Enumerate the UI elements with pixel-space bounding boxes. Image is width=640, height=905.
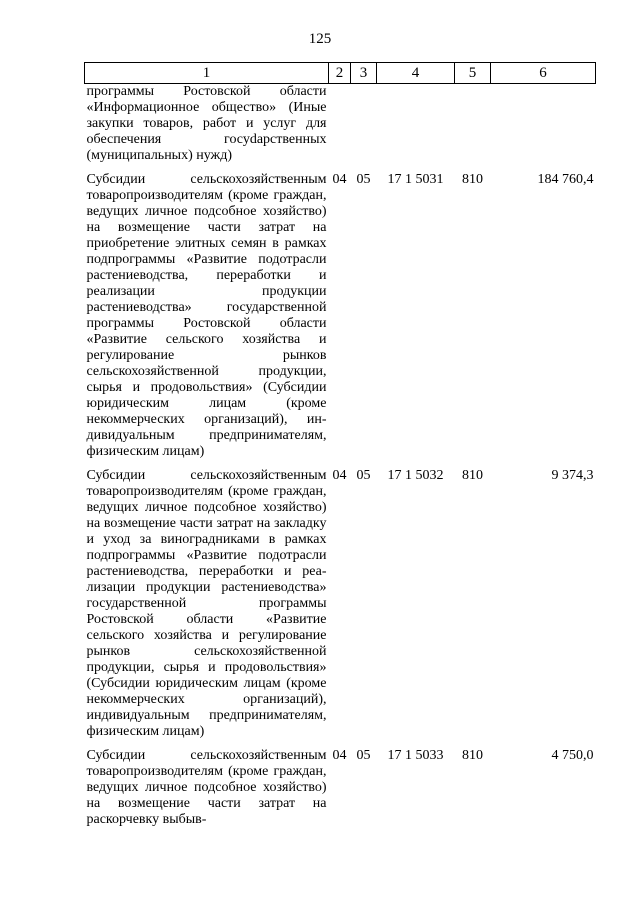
row-pr xyxy=(351,84,377,165)
row-vr xyxy=(455,84,491,165)
row-name: Субсидии сельскохозяйственным товаропроизводителям (кроме граждан, ведущих личное подсобное хозяйство) на возмещение части затрат на раскорчевку выбыв- xyxy=(86,748,327,827)
table-row xyxy=(85,172,596,460)
row-name: Субсидии сельскохозяйственным товаропроизводителям (кроме граждан, ведущих личное подсобное хозяйство) на возмещение части затрат на приобретение элитных семян в рамках подпрограммы «Развитие подотрасли растениеводства, переработки и реализации продукции растениеводства» государственной программы Ростовской области «Развитие сельского хозяйства и регулирование рынков сельскохозяйственной продукции, сырья и продовольствия» (Субсидии юридическим лицам (кроме некоммерческих организаций), индивидуальным предпринимателям, физическим лицам) xyxy=(86,172,327,459)
header-col-amount: 6 xyxy=(491,63,596,84)
table-header xyxy=(85,63,596,84)
header-col-rz: 2 xyxy=(329,63,351,84)
row-csr: 17 1 5033 xyxy=(387,748,444,763)
table-row xyxy=(85,84,596,165)
row-name: Субсидии сельскохозяйственным товаропроизводителям (кроме граждан, ведущих личное подсобное хозяйство) на возмещение части затрат на закладку и уход за виноградниками в рамках подпрограммы «Развитие подотрасли растениеводства, переработки и реализации продукции растениеводства» государственной программы Ростовской области «Развитие сельского хозяйства и регулирование рынков сельскохозяйственной продукции, сырья и продовольствия» (Субсидии юридическим лицам (кроме некоммерческих организаций), индивидуальным предпринимателям, физическим лицам) xyxy=(86,468,327,739)
row-rz: 04 xyxy=(332,172,347,187)
row-csr xyxy=(377,84,455,165)
header-col-name: 1 xyxy=(85,63,329,84)
row-rz: 04 xyxy=(332,468,347,483)
row-pr: 05 xyxy=(356,468,371,483)
row-amount: 4 750,0 xyxy=(551,748,594,763)
row-pr: 05 xyxy=(356,172,371,187)
row-csr: 17 1 5032 xyxy=(387,468,444,483)
row-amount xyxy=(491,84,596,165)
row-gap xyxy=(85,164,596,172)
row-amount: 184 760,4 xyxy=(537,172,594,187)
row-rz xyxy=(329,84,351,165)
row-amount: 9 374,3 xyxy=(551,468,594,483)
row-gap xyxy=(85,460,596,468)
header-col-csr: 4 xyxy=(377,63,455,84)
row-vr: 810 xyxy=(462,172,483,187)
table-row xyxy=(85,748,596,828)
header-row xyxy=(85,63,596,84)
page-number: 125 xyxy=(308,31,332,47)
row-gap xyxy=(85,740,596,748)
table-row xyxy=(85,468,596,740)
row-pr: 05 xyxy=(356,748,371,763)
row-vr: 810 xyxy=(462,748,483,763)
row-vr: 810 xyxy=(462,468,483,483)
header-col-vr: 5 xyxy=(455,63,491,84)
table-body xyxy=(85,84,596,829)
row-rz: 04 xyxy=(332,748,347,763)
budget-table xyxy=(84,62,596,828)
header-col-pr: 3 xyxy=(351,63,377,84)
row-name: программы Ростовской области «Информационное общество» (Иные закупки товаров, работ и услуг для обеспечения госуdарственных (муниципальных) нужд) xyxy=(86,84,327,163)
row-csr: 17 1 5031 xyxy=(387,172,444,187)
